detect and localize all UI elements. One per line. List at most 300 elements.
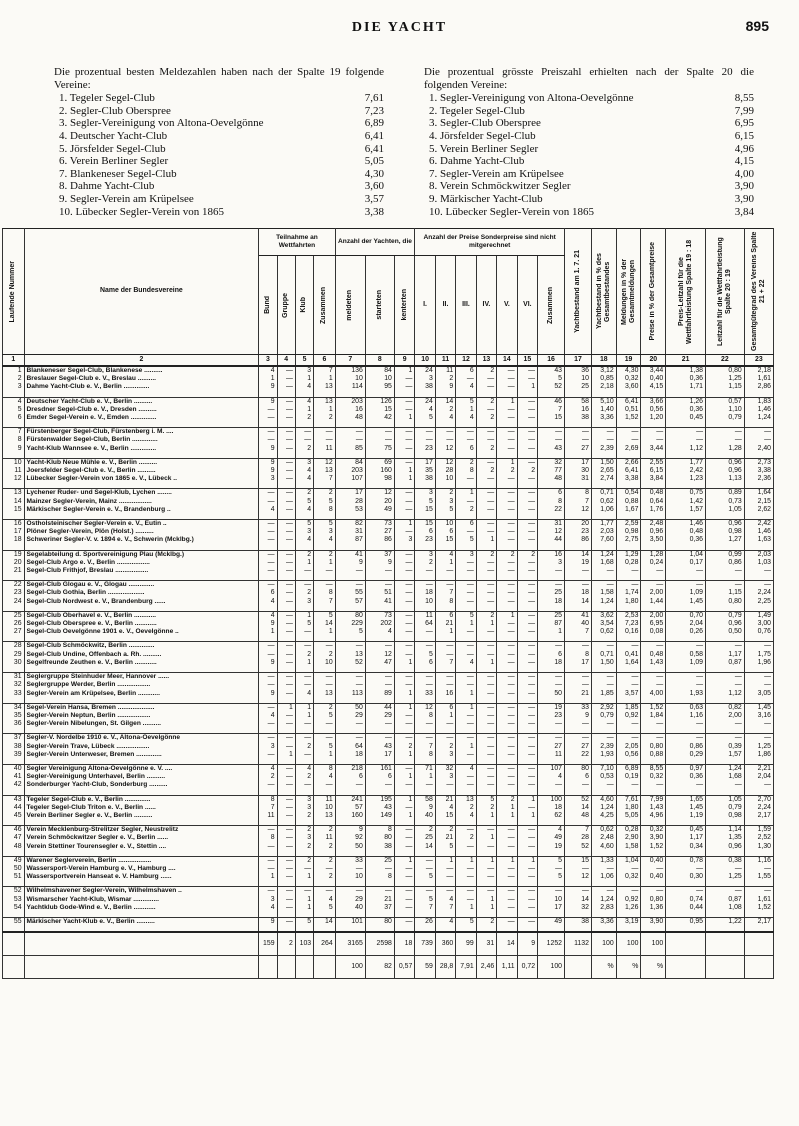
ranking-item [59,130,384,143]
table-cell: 9 [259,620,277,628]
table-cell: — [277,467,295,475]
table-cell: 3165 [335,932,365,956]
table-cell: 25 [3,611,25,620]
table-cell: 2,24 [744,804,773,812]
table-cell: 43 [538,366,565,375]
table-cell: — [497,843,517,851]
table-cell: 10 [565,375,592,383]
ranking-value: 4,30 [364,167,384,180]
table-cell: 22 [538,506,565,514]
table-cell: 7,23 [616,620,641,628]
table-cell: 2,46 [476,956,496,979]
table-cell: 25 [565,383,592,391]
table-cell: — [591,436,616,444]
table-cell: — [259,520,277,529]
table-cell: 9 [335,826,365,835]
club-name-cell: Deutscher Yacht-Club e. V., Berlin .......... [24,397,259,406]
table-cell: 2,24 [744,589,773,597]
table-cell: 1,77 [591,520,616,529]
table-cell: 7 [335,355,365,367]
table-cell: — [456,628,476,636]
table-cell: — [314,567,336,575]
club-name-cell: Emder Segel-Verein e. V., Emden .............. [24,414,259,422]
table-cell: 49 [538,834,565,842]
table-cell: 9 [259,397,277,406]
table-cell: — [259,428,277,437]
table-cell: 23 [744,355,773,367]
table-cell: — [394,826,414,835]
table-cell: 0,79 [591,712,616,720]
table-cell: — [277,383,295,391]
table-cell: 21 [3,567,25,575]
ranking-item [59,105,384,118]
table-cell: — [456,720,476,728]
table-cell: 2 [295,651,313,659]
table-cell: 3 [435,751,455,759]
table-cell: — [641,681,666,689]
table-cell: 4,60 [591,843,616,851]
table-cell: 1 [456,856,476,865]
table-cell: — [277,428,295,437]
table-cell: 0,40 [641,856,666,865]
table-cell: — [277,917,295,926]
club-statistics-table [2,228,774,979]
ranking-label: 7. Blankeneser Segel-Club [59,167,177,180]
table-cell: — [435,887,455,896]
table-cell: 17 [415,458,435,467]
table-cell: — [476,651,496,659]
table-cell: — [497,498,517,506]
header-anzahl-yachten: Anzahl der Yachten, die [335,229,415,256]
table-cell: 7 [314,475,336,483]
table-cell: 14 [565,598,592,606]
table-cell: 4,96 [641,812,666,820]
table-cell: 73 [365,611,394,620]
page-title: DIE YACHT [351,20,448,35]
table-cell: 26 [415,917,435,926]
table-cell: 0,38 [706,856,745,865]
table-cell: 7 [565,628,592,636]
table-cell: 23 [415,445,435,453]
table-cell: 2 [314,873,336,881]
table-cell: 0,96 [706,520,745,529]
table-cell: 100 [591,932,616,956]
table-row [3,651,774,659]
table-cell: 9 [259,445,277,453]
table-cell: 1 [314,406,336,414]
table-cell: 6 [435,611,455,620]
table-cell: — [538,781,565,789]
table-cell: 1,22 [706,917,745,926]
table-cell: 1,12 [666,445,706,453]
table-cell: 2 [295,550,313,559]
table-row [3,397,774,406]
table-cell: — [476,428,496,437]
table-cell: 55 [335,589,365,597]
table-cell: 1 [295,896,313,904]
table-cell: 4 [295,690,313,698]
table-cell: — [517,536,537,544]
table-cell: — [641,581,666,590]
table-cell: 2,52 [744,834,773,842]
table-cell: 29 [335,712,365,720]
table-cell: — [538,436,565,444]
table-cell: 1 [456,904,476,912]
table-cell: — [706,567,745,575]
table-cell: 1 [295,406,313,414]
table-cell: 32 [538,458,565,467]
table-cell: — [314,734,336,743]
table-cell: 1,29 [616,550,641,559]
table-cell: — [335,673,365,682]
table-cell: 64 [335,743,365,751]
table-cell: 12 [456,355,476,367]
table-cell: 1,27 [706,536,745,544]
table-row [3,681,774,689]
table-cell: 28,8 [435,956,455,979]
table-cell: — [365,673,394,682]
table-cell: — [517,620,537,628]
table-cell: — [415,781,435,789]
table-cell: — [394,611,414,620]
table-cell: 3 [295,804,313,812]
table-cell: 19 [565,559,592,567]
ranking-label: 6. Dahme Yacht-Club [429,155,525,168]
table-cell: 18 [3,536,25,544]
table-cell: 0,80 [641,896,666,904]
table-cell: — [497,528,517,536]
table-cell: 1,17 [666,834,706,842]
table-cell: 1132 [565,932,592,956]
table-cell: — [365,428,394,437]
table-cell: 149 [365,812,394,820]
table-cell: 2 [497,795,517,804]
table-cell: — [476,489,496,498]
table-cell: 0,53 [591,773,616,781]
table-cell: 53 [3,896,25,904]
table-cell: — [259,826,277,835]
table-cell: 7 [415,904,435,912]
table-cell: 55 [3,917,25,926]
table-cell: 23 [3,589,25,597]
table-cell: 8,55 [641,764,666,773]
table-cell: — [706,428,745,437]
table-cell: — [497,734,517,743]
table-cell [3,956,25,979]
table-cell: 59 [415,956,435,979]
table-cell: 1,46 [744,406,773,414]
table-cell: 2,55 [641,458,666,467]
club-name-cell: Joersfelder Segel-Club e. V., Berlin .......... [24,467,259,475]
table-cell: — [277,489,295,498]
table-cell: — [517,436,537,444]
table-cell: 2 [476,414,496,422]
table-cell: — [476,734,496,743]
table-cell: — [565,428,592,437]
table-cell: — [259,642,277,651]
table-cell: 2 [295,743,313,751]
table-cell: 5 [415,873,435,881]
table-row [3,559,774,567]
table-cell: 48 [335,414,365,422]
table-cell: 3,19 [616,917,641,926]
table-cell: — [295,567,313,575]
table-cell: 2,03 [744,550,773,559]
table-cell: — [277,498,295,506]
table-cell: 2,15 [744,498,773,506]
table-cell: 2,05 [616,743,641,751]
table-cell: — [744,720,773,728]
table-cell: 0,39 [706,743,745,751]
table-cell: 62 [538,812,565,820]
table-cell: — [314,581,336,590]
table-cell: 1 [476,834,496,842]
header-name: Name der Bundesvereine [24,229,259,355]
table-cell: — [277,734,295,743]
table-cell: 3,00 [744,620,773,628]
table-cell: 51 [365,589,394,597]
ranking-item [429,206,754,219]
table-cell: 113 [335,690,365,698]
table-cell: 2 [295,773,313,781]
club-name-cell: Tegeler Segel-Club Triton e. V., Berlin ...... [24,804,259,812]
table-cell: 1,83 [744,397,773,406]
ranking-value: 4,00 [734,167,754,180]
table-cell: 0,48 [641,651,666,659]
table-cell: 2 [295,445,313,453]
table-cell: — [435,873,455,881]
table-cell: — [565,720,592,728]
table-cell: 4 [295,764,313,773]
table-cell: — [497,567,517,575]
table-row [3,528,774,536]
table-cell: 0,36 [666,536,706,544]
table-cell: — [394,506,414,514]
table-cell: 9 [365,559,394,567]
table-cell: 5 [456,397,476,406]
table-cell: — [394,498,414,506]
table-cell: 13 [314,812,336,820]
table-cell: — [456,673,476,682]
table-cell: 58 [415,795,435,804]
table-cell: 1 [538,628,565,636]
table-cell: 32 [435,764,455,773]
table-row [3,896,774,904]
table-cell: — [497,917,517,926]
table-cell: 17 [565,458,592,467]
ranking-label: 8. Verein Schmöckwitzer Segler [429,180,571,193]
table-cell: 1,25 [706,873,745,881]
table-cell: — [476,567,496,575]
table-row [3,536,774,544]
ranking-item [429,143,754,156]
table-cell: 2 [456,506,476,514]
table-cell: — [456,581,476,590]
table-cell: 7,61 [616,795,641,804]
table-cell: — [476,458,496,467]
table-cell: 7 [565,826,592,835]
table-cell: 0,98 [706,812,745,820]
table-cell: 3,66 [641,397,666,406]
table-cell: — [517,498,537,506]
table-cell: — [456,642,476,651]
table-cell: — [744,581,773,590]
table-cell: — [394,581,414,590]
table-cell: 3,90 [641,917,666,926]
table-cell: 14 [565,896,592,904]
table-cell: — [394,397,414,406]
table-cell: — [394,873,414,881]
table-cell: — [476,865,496,873]
table-cell: — [476,375,496,383]
table-cell: 9 [565,712,592,720]
table-cell: 58 [565,397,592,406]
table-cell: 22 [3,581,25,590]
table-cell: — [517,406,537,414]
ranking-item [59,180,384,193]
table-cell: — [476,843,496,851]
table-cell: 40 [415,812,435,820]
club-name-cell: Märkischer Segler-Verein e. V., Brandenburg .. [24,506,259,514]
table-cell: 1 [259,873,277,881]
table-cell: 160 [365,467,394,475]
table-cell: — [314,436,336,444]
table-cell: — [517,764,537,773]
table-cell: — [365,720,394,728]
table-cell: 1,09 [666,659,706,667]
ranking-label: 10. Lübecker Segler-Verein von 1865 [429,205,595,218]
table-cell: 2 [476,611,496,620]
table-cell: 1,45 [744,703,773,712]
table-cell: 0,54 [616,489,641,498]
table-cell: 1 [295,375,313,383]
table-cell: 0,80 [706,366,745,375]
table-cell: 1,52 [641,703,666,712]
table-cell: 100 [538,795,565,804]
table-cell: 40 [335,904,365,912]
ranking-label: 5. Jörsfelder Segel-Club [59,142,166,155]
table-cell: 0,86 [666,743,706,751]
table-cell: — [517,743,537,751]
table-cell: 1 [497,458,517,467]
table-cell: 5 [295,520,313,529]
table-cell: 0,96 [706,843,745,851]
table-cell: 100 [335,956,365,979]
table-cell: — [538,673,565,682]
table-cell: 2,17 [744,917,773,926]
table-cell: — [456,528,476,536]
table-cell: 1,57 [666,506,706,514]
table-cell: — [476,873,496,881]
table-cell: 0,48 [641,489,666,498]
table-cell: 7 [314,598,336,606]
table-cell: 2 [394,743,414,751]
table-cell: 20 [365,498,394,506]
table-cell: 0,82 [706,703,745,712]
table-cell: 5,10 [591,397,616,406]
table-cell: — [365,567,394,575]
table-cell: 4 [415,406,435,414]
table-cell: — [314,720,336,728]
table-cell: — [744,681,773,689]
table-row [3,467,774,475]
table-cell: 5 [415,651,435,659]
table-cell: 218 [335,764,365,773]
table-cell: 14 [565,804,592,812]
table-cell: 7 [538,406,565,414]
table-cell: 3,60 [616,383,641,391]
table-cell: 1 [476,904,496,912]
table-cell: — [456,843,476,851]
table-cell: — [517,598,537,606]
table-cell: — [394,489,414,498]
table-cell: 1 [259,628,277,636]
table-cell: 24 [3,598,25,606]
table-cell: 0,26 [666,628,706,636]
table-cell: — [591,720,616,728]
table-cell: 35 [415,467,435,475]
table-cell: 80 [335,611,365,620]
table-cell: 4 [295,383,313,391]
table-cell: — [666,567,706,575]
table-cell: — [476,720,496,728]
table-cell: 1 [497,611,517,620]
table-cell: — [456,896,476,904]
table-cell: 7,99 [641,795,666,804]
table-cell: 1,24 [591,896,616,904]
table-cell: — [497,826,517,835]
header-c17: Yachtbestand am 1. 7. 21 [565,229,592,355]
table-cell: 10 [415,598,435,606]
club-name-cell: Seglergruppe Werder, Berlin .................. [24,681,259,689]
table-cell: — [277,611,295,620]
table-cell: 52 [3,887,25,896]
table-cell: — [415,642,435,651]
table-cell: — [435,642,455,651]
table-cell: 2 [435,826,455,835]
table-cell: — [476,520,496,529]
table-cell: 2 [3,375,25,383]
table-cell: 1,45 [666,804,706,812]
table-row [3,659,774,667]
table-cell: 5 [415,498,435,506]
ranking-item [429,92,754,105]
table-cell: 5 [295,917,313,926]
ranking-item [59,193,384,206]
table-cell: 5 [456,611,476,620]
table-cell: — [476,581,496,590]
club-name-cell: Verein Stettiner Tourensegler e. V., Stettin .... [24,843,259,851]
table-cell: — [314,428,336,437]
table-cell: 103 [295,932,313,956]
table-cell: 4 [259,712,277,720]
table-cell: 9 [3,445,25,453]
table-row [3,445,774,453]
table-cell: — [277,712,295,720]
table-cell: 0,29 [666,751,706,759]
table-cell: 0,64 [641,498,666,506]
table-cell: — [435,428,455,437]
table-cell: 7,91 [456,956,476,979]
table-cell: — [295,734,313,743]
header-c21: Preis-Leitzahl für die Wettfahrtleistung Spalte 19 : 18 [666,229,706,355]
table-cell: — [517,873,537,881]
ranking-value: 3,84 [734,205,754,218]
table-cell: 46 [3,826,25,835]
table-cell: 0,17 [666,559,706,567]
table-cell: — [517,843,537,851]
table-cell: 0,58 [666,651,706,659]
